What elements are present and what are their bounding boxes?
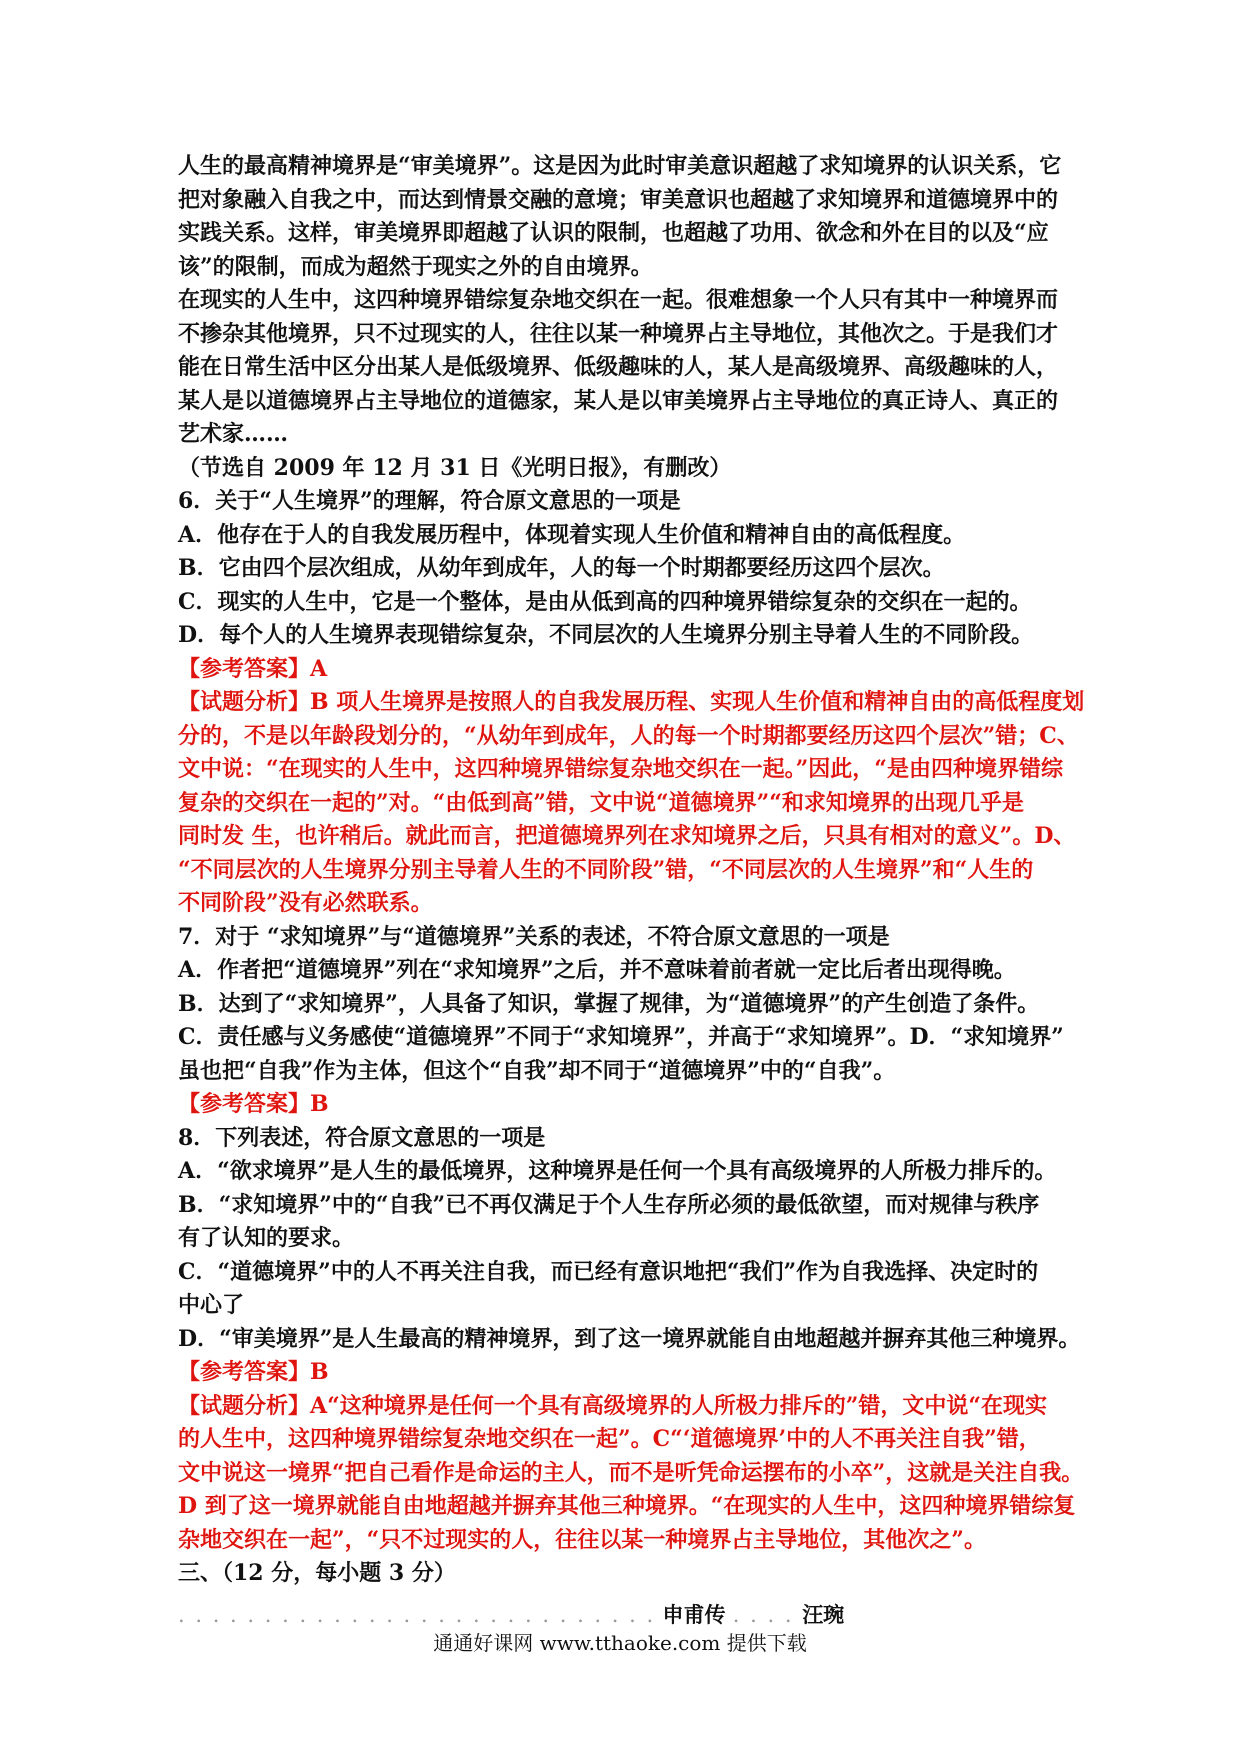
question-8 (178, 1122, 1084, 1558)
analysis-line: 的人生中，这四种境界错综复杂地交织在一起”。C“‘道德境界’中的人不再关注自我”错， (178, 1426, 1041, 1452)
section-heading: 三、（12 分，每小题 3 分） (178, 1560, 456, 1586)
option-b: B．“求知境界”中的“自我”已不再仅满足于个人生存所必须的最低欲望，而对规律与秩序 (178, 1191, 1040, 1218)
reference-answer: 【参考答案】B (178, 1359, 329, 1385)
passage-line: 实践关系。这样，审美境界即超越了认识的限制，也超越了功用、欲念和外在目的以及“应 (178, 220, 1049, 246)
passage-line: 该”的限制，而成为超然于现实之外的自由境界。 (178, 253, 653, 280)
option-c-d: C．责任感与义务感使“道德境界”不同于“求知境界”，并高于“求知境界”。D．“求知境界” (178, 1024, 1064, 1050)
passage-line: 能在日常生活中区分出某人是低级境界、低级趣味的人，某人是高级境界、高级趣味的人， (178, 354, 1059, 380)
analysis-line: 杂地交织在一起”，“只不过现实的人，往往以某一种境界占主导地位，其他次之”。 (178, 1526, 986, 1553)
option-c: C．“道德境界”中的人不再关注自我，而已经有意识地把“我们”作为自我选择、决定时的 (178, 1258, 1039, 1285)
passage-tail (178, 150, 1068, 485)
document-page (178, 150, 1085, 1635)
passage-line: 人生的最高精神境界是“审美境界”。这是因为此时审美意识超越了求知境界的认识关系，它 (178, 153, 1062, 179)
analysis-line: 同时发 生，也许稍后。就此而言，把道德境界列在求知境界之后，只具有相对的意义”。D、 (178, 823, 1076, 849)
option-b: B．达到了“求知境界”，人具备了知识，掌握了规律，为“道德境界”的产生创造了条件。 (178, 990, 1040, 1017)
option-d: D．每个人的人生境界表现错综复杂，不同层次的人生境界分别主导着人生的不同阶段。 (178, 622, 1034, 648)
option-d-cont: 虽也把“自我”作为主体，但这个“自我”却不同于“道德境界”中的“自我”。 (178, 1057, 896, 1084)
question-7 (178, 921, 1068, 1122)
reference-answer: 【参考答案】B (178, 1091, 329, 1117)
page-footer: 通通好课网 www.tthaoke.com 提供下载 (433, 1631, 807, 1655)
analysis-line: 【试题分析】A“这种境界是任何一个具有高级境界的人所极力排斥的”错，文中说“在现实 (178, 1392, 1048, 1419)
passage-line: 某人是以道德境界占主导地位的道德家，某人是以审美境界占主导地位的真正诗人、真正的 (178, 387, 1059, 414)
analysis-line: 不同阶段”没有必然联系。 (178, 890, 433, 916)
option-a: A．他存在于人的自我发展历程中，体现着实现人生价值和精神自由的高低程度。 (178, 521, 966, 548)
source-note: （节选自 2009 年 12 月 31 日《光明日报》，有删改） (178, 454, 732, 481)
analysis-line: 复杂的交织在一起的”对。“由低到高”错，文中说“道德境界”“和求知境界的出现几乎是 (178, 789, 1024, 816)
analysis-line: “不同层次的人生境界分别主导着人生的不同阶段”错，“不同层次的人生境界”和“人生的 (178, 856, 1034, 883)
text-title: 申甫传 (662, 1601, 726, 1627)
analysis-line: 【试题分析】B 项人生境界是按照人的自我发展历程、实现人生价值和精神自由的高低程度划 (178, 689, 1085, 715)
leader-dots: . . . . (732, 1602, 803, 1627)
analysis-line: 文中说：“在现实的人生中，这四种境界错综复杂地交织在一起。”因此，“是由四种境界错综 (178, 756, 1063, 782)
reference-answer: 【参考答案】A (178, 655, 328, 682)
option-b-cont: 有了认知的要求。 (178, 1225, 355, 1251)
question-stem: 8．下列表述，符合原文意思的一项是 (178, 1124, 546, 1151)
question-6 (178, 485, 1085, 921)
analysis-line: D 到了这一境界就能自由地超越并摒弃其他三种境界。“在现实的人生中，这四种境界错综复 (178, 1493, 1076, 1519)
analysis-line: 文中说这一境界“把自己看作是命运的主人，而不是听凭命运摆布的小卒”，这就是关注自我。 (178, 1459, 1084, 1486)
analysis-line: 分的，不是以年龄段划分的，“从幼年到成年，人的每一个时期都要经历这四个层次”错；C、 (178, 722, 1079, 749)
option-c: C．现实的人生中，它是一个整体，是由从低到高的四种境界错综复杂的交织在一起的。 (178, 588, 1032, 615)
leader-dots: . . . . . . . . . . . . . . . . . . . . . . . . . . . . (178, 1602, 656, 1627)
option-d: D．“审美境界”是人生最高的精神境界，到了这一境界就能自由地超越并摒弃其他三种境界。 (178, 1325, 1081, 1352)
option-c-cont: 中心了 (178, 1292, 245, 1318)
passage-line: 不掺杂其他境界，只不过现实的人，往往以某一种境界占主导地位，其他次之。于是我们才 (178, 320, 1059, 347)
option-a: A．“欲求境界”是人生的最低境界，这种境界是任何一个具有高级境界的人所极力排斥的。 (178, 1158, 1057, 1184)
option-a: A．作者把“道德境界”列在“求知境界”之后，并不意味着前者就一定比后者出现得晚。 (178, 957, 1016, 983)
passage-line: 艺术家…… (178, 421, 289, 447)
option-b: B．它由四个层次组成，从幼年到成年，人的每一个时期都要经历这四个层次。 (178, 555, 945, 581)
text-author: 汪琬 (802, 1601, 845, 1627)
section-3 (178, 1557, 1068, 1635)
question-stem: 6．关于“人生境界”的理解，符合原文意思的一项是 (178, 488, 681, 514)
question-stem: 7．对于 “求知境界”与“道德境界”关系的表述，不符合原文意思的一项是 (178, 923, 890, 950)
passage-line: 把对象融入自我之中，而达到情景交融的意境；审美意识也超越了求知境界和道德境界中的 (178, 186, 1059, 213)
passage-line: 在现实的人生中，这四种境界错综复杂地交织在一起。很难想象一个人只有其中一种境界而 (178, 287, 1059, 313)
